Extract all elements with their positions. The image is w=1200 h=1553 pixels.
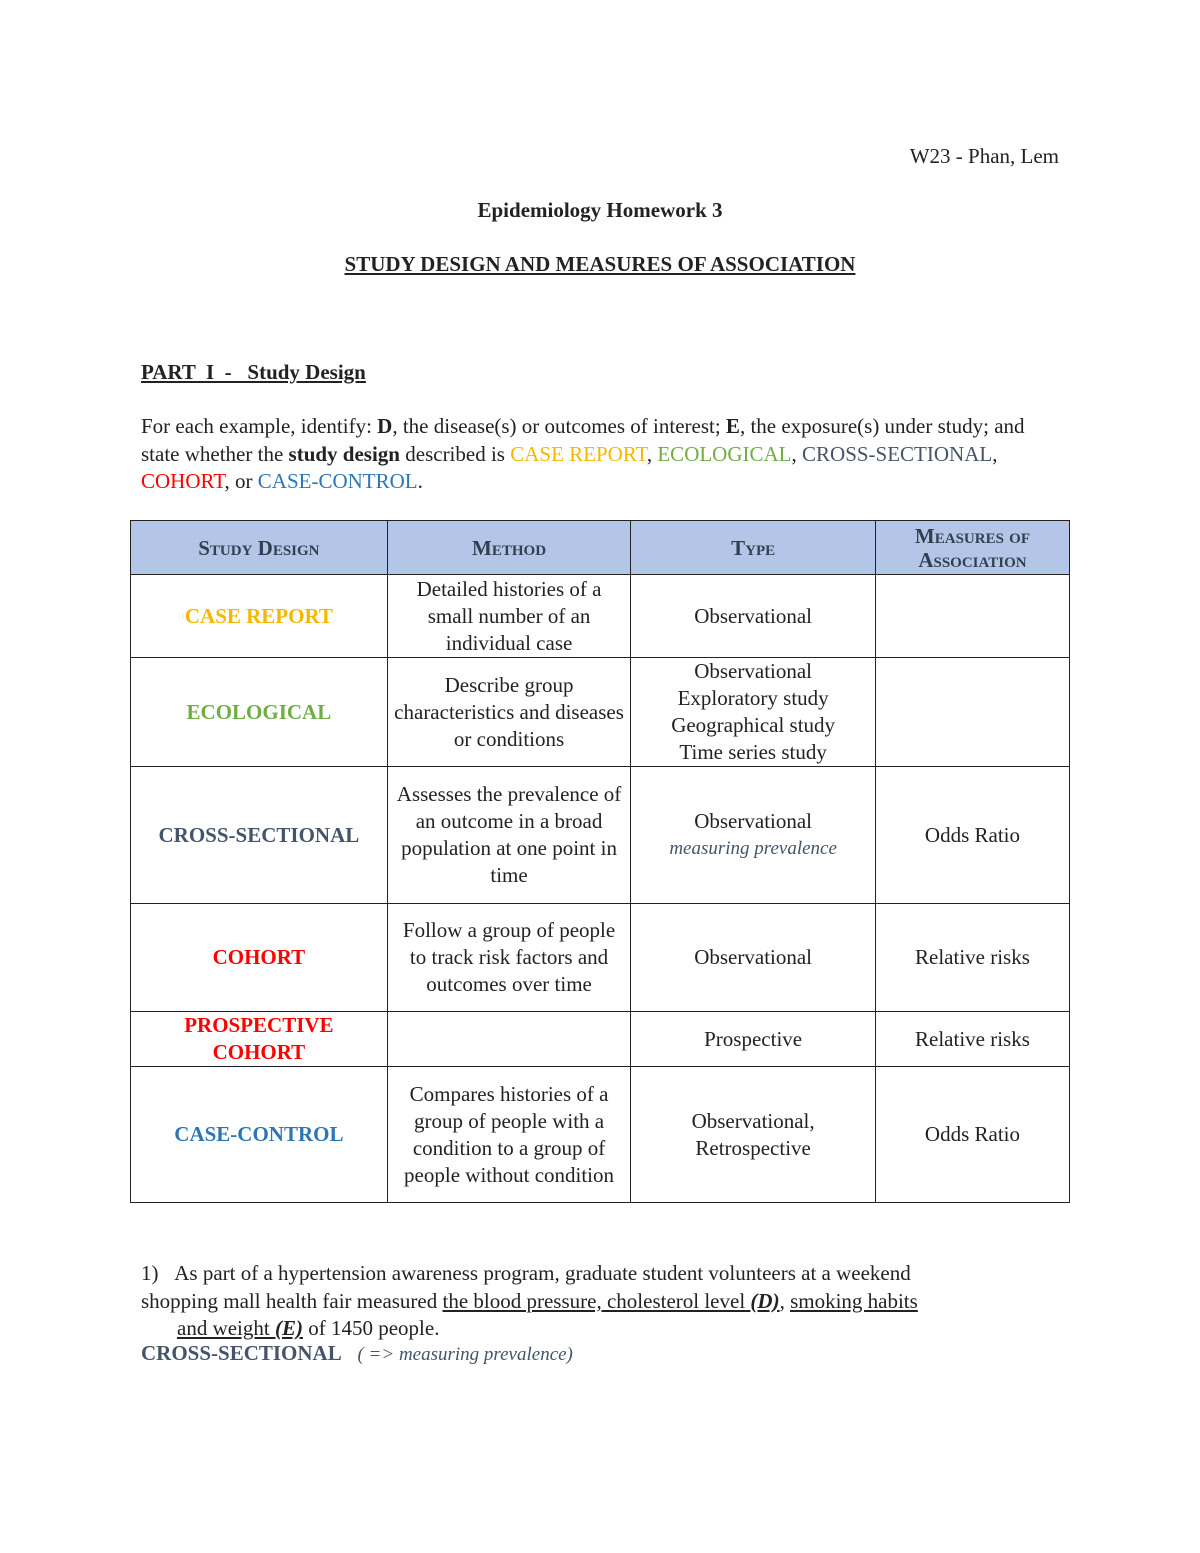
instr-text: , the disease(s) or outcomes of interest; [392, 414, 726, 438]
measure-cell: Relative risks [875, 904, 1069, 1012]
type-note: measuring prevalence [669, 838, 837, 859]
table-row [131, 1067, 1070, 1203]
instr-e: E [725, 414, 740, 438]
separator: , or [224, 469, 258, 493]
instr-study-design: study design [288, 441, 400, 466]
question-text: As part of a hypertension awareness program, graduate student volunteers at a weekend [174, 1261, 911, 1285]
header-study-design: Study Design [131, 521, 388, 575]
table-header-row [131, 521, 1070, 575]
table-row [131, 658, 1070, 767]
instr-text: , the exposure(s) under study; and state whether the [141, 414, 1025, 466]
type-cell [631, 575, 876, 658]
type-line: Prospective [704, 1026, 803, 1051]
header-measures: Measures of Association [875, 521, 1069, 575]
separator: , [646, 441, 658, 466]
type-line: Observational [694, 659, 813, 683]
table-row [131, 1012, 1070, 1067]
measure-cell: Odds Ratio [875, 767, 1069, 904]
instr-text: For each example, identify: [141, 414, 378, 438]
method-cell [387, 1012, 631, 1067]
type-cell [631, 904, 876, 1012]
header-type: Type [631, 521, 876, 575]
question-e-tag: (E) [274, 1316, 303, 1340]
question-text: shopping mall health fair measured [141, 1288, 443, 1313]
method-cell: Compares histories of a group of people with a condition to a group of people without condition [387, 1067, 631, 1203]
answer-1 [141, 1341, 573, 1366]
type-cell [631, 1012, 876, 1067]
design-cell: PROSPECTIVE COHORT [131, 1012, 388, 1067]
measure-cell [875, 658, 1069, 767]
answer-note: ( => measuring prevalence) [357, 1344, 573, 1365]
method-cell: Describe group characteristics and diseases or conditions [387, 658, 631, 767]
question-text: of 1450 people. [302, 1316, 440, 1340]
question-disease: the blood pressure, cholesterol level [442, 1288, 751, 1313]
instructions-paragraph [141, 413, 1061, 496]
design-cell: COHORT [131, 904, 388, 1012]
option-case-control: CASE-CONTROL [257, 469, 418, 493]
table-row [131, 904, 1070, 1012]
question-sep: , [779, 1288, 791, 1313]
method-cell: Assesses the prevalence of an outcome in a broad population at one point in time [387, 767, 631, 904]
question-line [141, 1315, 1041, 1343]
method-cell: Detailed histories of a small number of an individual case [387, 575, 631, 658]
type-line: Geographical study [671, 713, 836, 737]
option-cross-sectional: CROSS-SECTIONAL [802, 441, 993, 466]
part-heading: PART I - Study Design [141, 360, 366, 384]
study-design-table [130, 520, 1070, 1203]
header-method: Method [387, 521, 631, 575]
type-line: Observational, [691, 1108, 815, 1133]
type-line: Retrospective [695, 1135, 811, 1160]
type-line: Time series study [679, 740, 827, 764]
type-cell [631, 658, 876, 767]
design-cell: CASE REPORT [131, 575, 388, 658]
design-cell: CASE-CONTROL [131, 1067, 388, 1203]
author-line: W23 - Phan, Lem [909, 144, 1059, 168]
separator: . [417, 469, 423, 493]
option-case-report: CASE REPORT [510, 441, 647, 466]
separator: , [791, 441, 803, 466]
table-row [131, 767, 1070, 904]
design-cell: ECOLOGICAL [131, 658, 388, 767]
type-line: Observational [694, 809, 813, 833]
question-exposure: and weight [177, 1316, 275, 1340]
question-line [141, 1288, 1041, 1316]
measure-cell [875, 575, 1069, 658]
type-cell [631, 767, 876, 904]
type-line: Observational [694, 945, 813, 969]
instr-d: D [377, 414, 393, 438]
type-line: Observational [694, 603, 813, 628]
document-subtitle: STUDY DESIGN AND MEASURES OF ASSOCIATION [344, 252, 856, 276]
instr-text: described is [400, 441, 511, 466]
question-exposure: smoking habits [790, 1288, 918, 1313]
type-cell [631, 1067, 876, 1203]
question-1 [141, 1260, 1041, 1343]
document-title: Epidemiology Homework 3 [477, 198, 723, 222]
table-row [131, 575, 1070, 658]
separator: , [992, 441, 998, 466]
design-cell: CROSS-SECTIONAL [131, 767, 388, 904]
method-cell: Follow a group of people to track risk factors and outcomes over time [387, 904, 631, 1012]
measure-cell: Odds Ratio [875, 1067, 1069, 1203]
question-d-tag: (D) [750, 1288, 780, 1313]
question-number: 1) [141, 1261, 159, 1285]
answer-type: CROSS-SECTIONAL [141, 1341, 342, 1365]
option-cohort: COHORT [141, 469, 225, 493]
option-ecological: ECOLOGICAL [657, 441, 792, 466]
type-line: Exploratory study [677, 686, 829, 710]
measure-cell: Relative risks [875, 1012, 1069, 1067]
